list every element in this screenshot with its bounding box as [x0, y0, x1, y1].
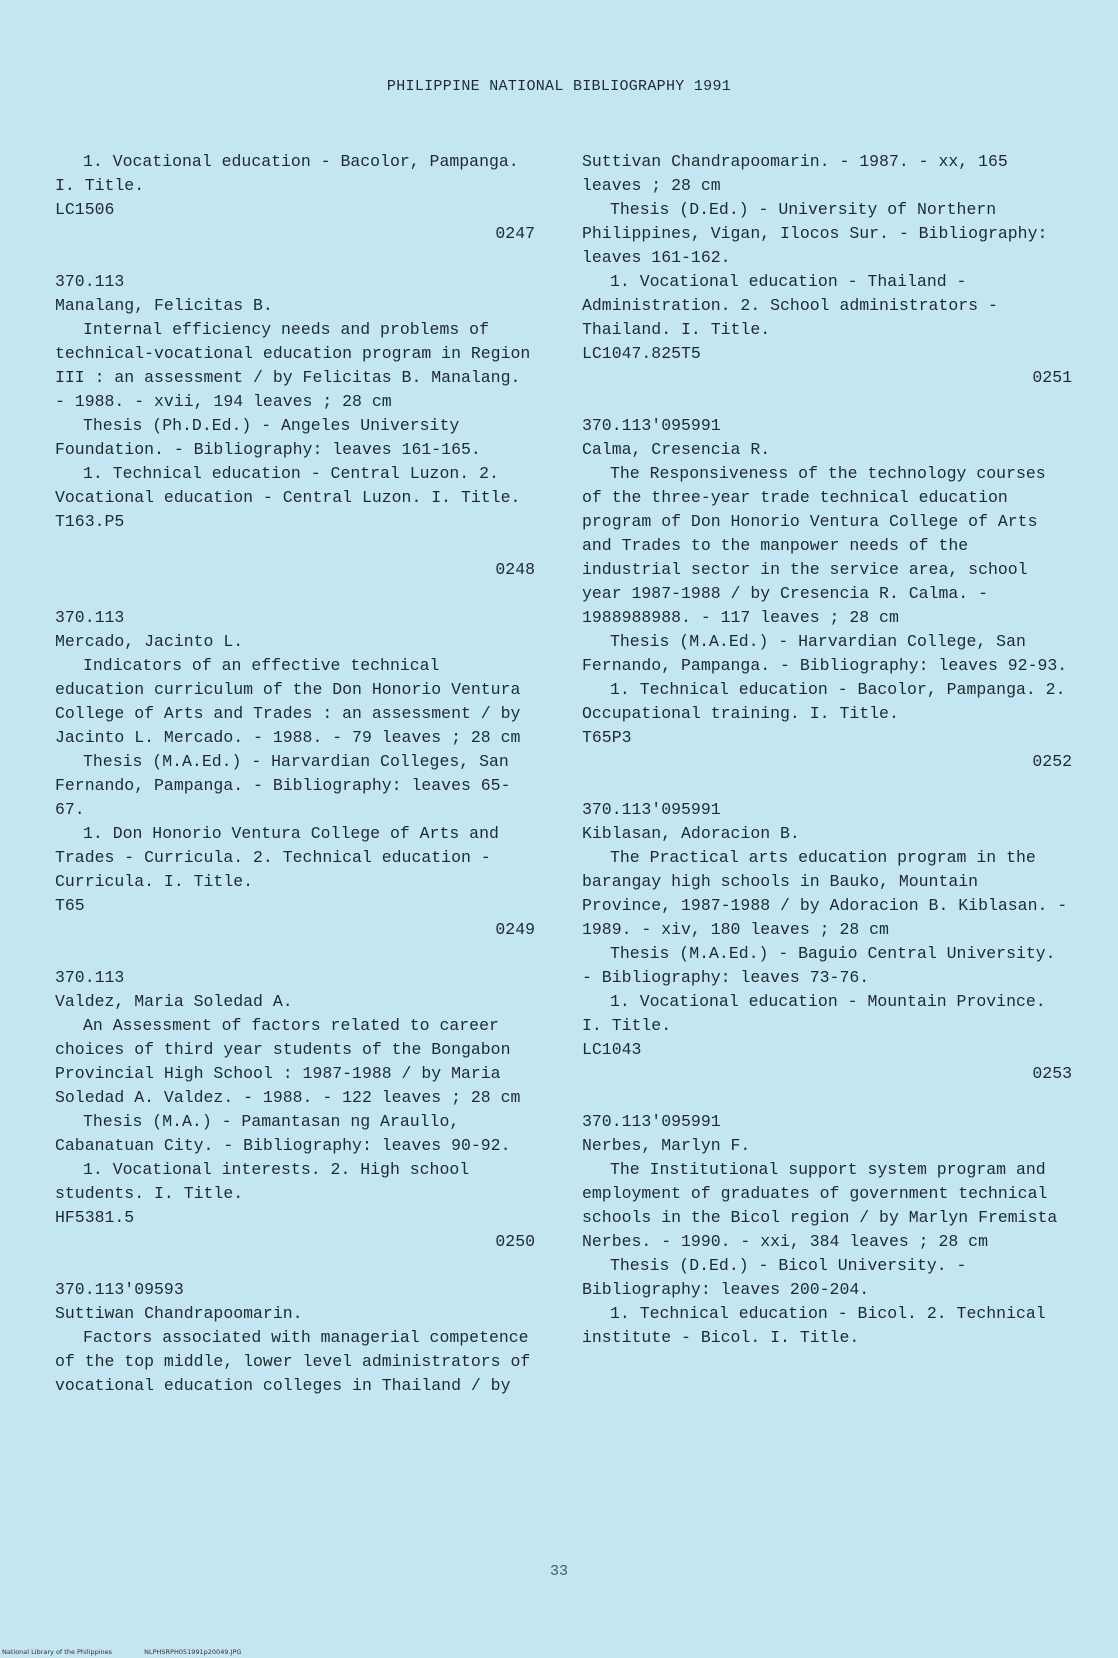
classification: 370.113 [55, 968, 125, 987]
scan-filename: NLPHSRPH051991p20049.JPG [144, 1648, 242, 1656]
thesis-note: Thesis (Ph.D.Ed.) - Angeles University Foundation. - Bibliography: leaves 161-165. [55, 416, 481, 459]
right-column [582, 150, 1072, 1350]
subject-headings: 1. Technical education - Bicol. 2. Technical institute - Bicol. I. Title. [582, 1304, 1046, 1347]
subject-headings: 1. Vocational education - Bacolor, Pampanga. I. Title. [55, 152, 519, 195]
subject-headings: 1. Don Honorio Ventura College of Arts and Trades - Curricula. 2. Technical education - Curricula. I. Title. [55, 824, 499, 891]
subject-headings: 1. Technical education - Central Luzon. 2. Vocational education - Central Luzon. I. Title. [55, 464, 521, 507]
entry-number: 0249 [495, 920, 535, 939]
call-number: HF5381.5 [55, 1208, 135, 1227]
page-number: 33 [549, 1563, 568, 1580]
title-statement: Indicators of an effective technical education curriculum of the Don Honorio Ventura College of Arts and Trades : an assessment / by Jacinto L. Mercado. - 1988. - 79 leaves ; 28 cm [55, 656, 521, 747]
classification: 370.113'095991 [582, 800, 721, 819]
thesis-note: Thesis (M.A.) - Pamantasan ng Araullo, Cabanatuan City. - Bibliography: leaves 90-92. [55, 1112, 511, 1155]
classification: 370.113'095991 [582, 416, 721, 435]
entry-number: 0248 [495, 560, 535, 579]
thesis-note: Thesis (M.A.Ed.) - Harvardian Colleges, San Fernando, Pampanga. - Bibliography: leaves 65-67. [55, 752, 511, 819]
author: Valdez, Maria Soledad A. [55, 992, 293, 1011]
author: Manalang, Felicitas B. [55, 296, 273, 315]
call-number: LC1506 [55, 200, 115, 219]
entry-0249 [55, 606, 535, 942]
title-statement: Factors associated with managerial competence of the top middle, lower level administrators of vocational education colleges in Thailand / by [55, 1328, 531, 1395]
entry-number: 0253 [1032, 1064, 1072, 1083]
author: Suttiwan Chandrapoomarin. [55, 1304, 303, 1323]
call-number: T65 [55, 896, 85, 915]
author: Kiblasan, Adoracion B. [582, 824, 800, 843]
thesis-note: Thesis (M.A.Ed.) - Harvardian College, San Fernando, Pampanga. - Bibliography: leaves 92-93. [582, 632, 1068, 675]
subject-headings: 1. Vocational interests. 2. High school students. I. Title. [55, 1160, 470, 1203]
page-header: PHILIPPINE NATIONAL BIBLIOGRAPHY 1991 [386, 78, 732, 95]
call-number: T65P3 [582, 728, 632, 747]
library-credit: National Library of the Philippines [2, 1648, 113, 1656]
left-column [55, 150, 535, 1398]
entry-0252 [582, 414, 1072, 774]
title-statement: The Practical arts education program in the barangay high schools in Bauko, Mountain Province, 1987-1988 / by Adoracion B. Kiblasan. - 1989. - xiv, 180 leaves ; 28 cm [582, 848, 1068, 939]
subject-headings: 1. Technical education - Bacolor, Pampanga. 2. Occupational training. I. Title. [582, 680, 1066, 723]
title-statement-continued: Suttivan Chandrapoomarin. - 1987. - xx, 165 leaves ; 28 cm [582, 152, 1008, 195]
classification: 370.113'095991 [582, 1112, 721, 1131]
entry-0247-continued [55, 150, 535, 246]
subject-headings: 1. Vocational education - Thailand - Administration. 2. School administrators - Thailand. I. Title. [582, 272, 998, 339]
scan-footer [2, 1648, 271, 1656]
entry-0254 [582, 1110, 1072, 1350]
thesis-note: Thesis (D.Ed.) - University of Northern Philippines, Vigan, Ilocos Sur. - Bibliography: leaves 161-162. [582, 200, 1048, 267]
entry-0251-continued [582, 150, 1072, 390]
entry-number: 0252 [1032, 752, 1072, 771]
title-statement: The Responsiveness of the technology courses of the three-year trade technical education program of Don Honorio Ventura College of Arts and Trades to the manpower needs of the industrial sector in the service area, school year 1987-1988 / by Cresencia R. Calma. - 1988988988. - 117 leaves ; 28 cm [582, 464, 1046, 627]
call-number: T163.P5 [55, 512, 125, 531]
entry-0248 [55, 270, 535, 582]
subject-headings: 1. Vocational education - Mountain Province. I. Title. [582, 992, 1046, 1035]
classification: 370.113'09593 [55, 1280, 184, 1299]
entry-number: 0250 [495, 1232, 535, 1251]
entry-0250 [55, 966, 535, 1254]
author: Mercado, Jacinto L. [55, 632, 244, 651]
author: Nerbes, Marlyn F. [582, 1136, 751, 1155]
entry-number: 0251 [1032, 368, 1072, 387]
title-statement: Internal efficiency needs and problems of technical-vocational education program in Region III : an assessment / by Felicitas B. Manalang. - 1988. - xvii, 194 leaves ; 28 cm [55, 320, 531, 411]
entry-0251-start [55, 1278, 535, 1398]
title-statement: The Institutional support system program and employment of graduates of government technical schools in the Bicol region / by Marlyn Fremista Nerbes. - 1990. - xxi, 384 leaves ; 28 cm [582, 1160, 1058, 1251]
classification: 370.113 [55, 608, 125, 627]
call-number: LC1043 [582, 1040, 642, 1059]
title-statement: An Assessment of factors related to career choices of third year students of the Bongabon Provincial High School : 1987-1988 / by Maria Soledad A. Valdez. - 1988. - 122 leaves ; 28 cm [55, 1016, 521, 1107]
classification: 370.113 [55, 272, 125, 291]
entry-number: 0247 [495, 224, 535, 243]
entry-0253 [582, 798, 1072, 1086]
thesis-note: Thesis (M.A.Ed.) - Baguio Central University. - Bibliography: leaves 73-76. [582, 944, 1056, 987]
author: Calma, Cresencia R. [582, 440, 771, 459]
thesis-note: Thesis (D.Ed.) - Bicol University. - Bibliography: leaves 200-204. [582, 1256, 967, 1299]
call-number: LC1047.825T5 [582, 344, 701, 363]
